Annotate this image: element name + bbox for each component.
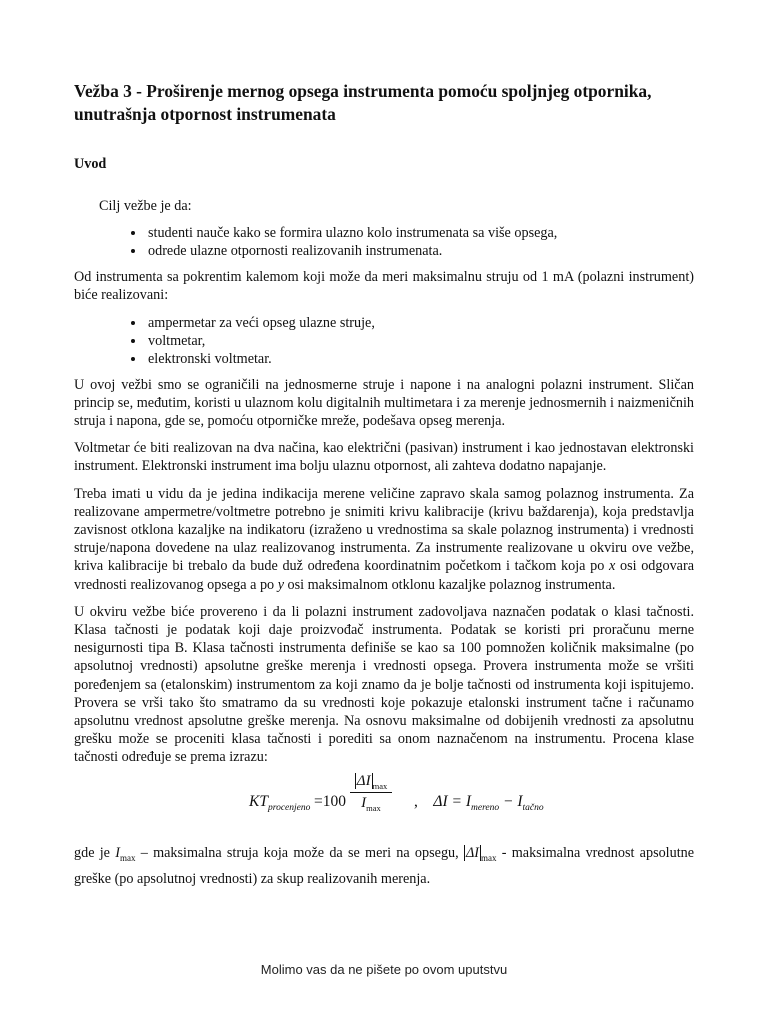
list-item: • studenti nauče kako se formira ulazno kolo instrumenata sa više opsega,	[146, 224, 694, 242]
formula-fraction: ΔI $_{max}$ $I_{max}$	[350, 773, 392, 813]
goals-list	[74, 224, 694, 260]
paragraph: U ovoj vežbi smo se ograničili na jednosmerne struje i napone i na analogni polazni instrument. Sličan princip se, međutim, koristi u ulaznom kolu digitalnih multimetara i za merenje jednosmernih i naizmeničnih struja i napona, gde se, pomoću otporničke mreže, podešava opseg merenja.	[74, 376, 694, 430]
formula-delta: , $\Delta I = I_{mereno} - I_{tačno}$	[414, 792, 544, 813]
formula-equals: =100	[314, 792, 346, 810]
paragraph: gde je $I_{max}$ – maksimalna struja koja može da se meri na opsegu, ΔI $_{max}$ - maksimalna vrednost apsolutne greške (po apsolutnoj vrednosti) za skup realizovanih merenja.	[74, 844, 695, 887]
document-page	[74, 80, 694, 890]
list-item: • odrede ulazne otpornosti realizovanih instrumenata.	[146, 242, 694, 260]
list-item: • ampermetar za veći opseg ulazne struje,	[146, 314, 694, 332]
paragraph: Voltmetar će biti realizovan na dva načina, kao električni (pasivan) instrument i kao jednostavan elektronski instrument. Elektronski instrument ima bolju ulaznu otpornost, ali zahteva dodatno napajanje.	[74, 440, 694, 475]
accuracy-class-formula	[74, 772, 694, 831]
list-item: • elektronski voltmetar.	[146, 350, 694, 368]
section-heading: Uvod	[74, 156, 107, 172]
paragraph: U okviru vežbe biće provereno i da li polazni instrument zadovoljava naznačen podatak o klasi tačnosti. Klasa tačnosti je podatak koji daje proizvođač instrumenta. Podatak se koristi pri proračunu merne nesigurnosti tipa B. Klasa tačnosti instrumenta definiše se kao sa 100 pomnožen količnik maksimalne (po apsolutnoj vrednosti) apsolutne greške merenja i vrednosti opsega. Provera instrumenta može se vršiti poređenjem sa (etalonskim) instrumentom za koji znamo da je bolje tačnosti od instrumenta koji ispitujemo. Provera se vrši tako što smatramo da su vrednosti koje pokazuje etalonski instrument tačne i računamo apsolutnu vrednost apsolutne greške merenja. Na osnovu maksimalne od dobijenih vrednosti za apsolutnu grešku može se proceniti klasa tačnosti i porediti sa onom naznačenom na instrumentu. Procena klase tačnosti određuje se prema izrazu:	[74, 603, 694, 766]
paragraph: Od instrumenta sa pokrentim kalemom koji može da meri maksimalnu struju od 1 mA (polazni instrument) biće realizovani:	[74, 269, 694, 304]
page-title: Vežba 3 - Proširenje mernog opsega instrumenta pomoću spoljnjeg otpornika, unutrašnja otpornost instrumenata	[74, 81, 652, 124]
paragraph: Treba imati u vidu da je jedina indikacija merene veličine zapravo skala samog polaznog instrumenta. Za realizovane ampermetre/voltmetre potrebno je snimiti krivu kalibracije (krivu baždarenja), koja predstavlja zavisnost otklona kazaljke na indikatoru (izraženo u vrednostima sa skale polaznog instrumenta) i vrednosti struje/napona dovedene na ulaz realizovanog instrumenta. Za instrumente realizovane u okviru ove vežbe, kriva kalibracije bi trebalo da bude duž određena koordinatnim početkom i tačkom koja po x osi odgovara vrednosti realizovanog opsega a po y osi maksimalnom otklonu kazaljke polaznog instrumenta.	[74, 485, 694, 593]
footer-note: Molimo vas da ne pišete po ovom uputstvu	[260, 962, 508, 977]
formula-kt: $KT_{procenjeno}$	[249, 792, 311, 813]
list-item: • voltmetar,	[146, 332, 694, 350]
instruments-list	[74, 314, 694, 368]
intro-text: Cilj vežbe je da:	[99, 198, 192, 214]
